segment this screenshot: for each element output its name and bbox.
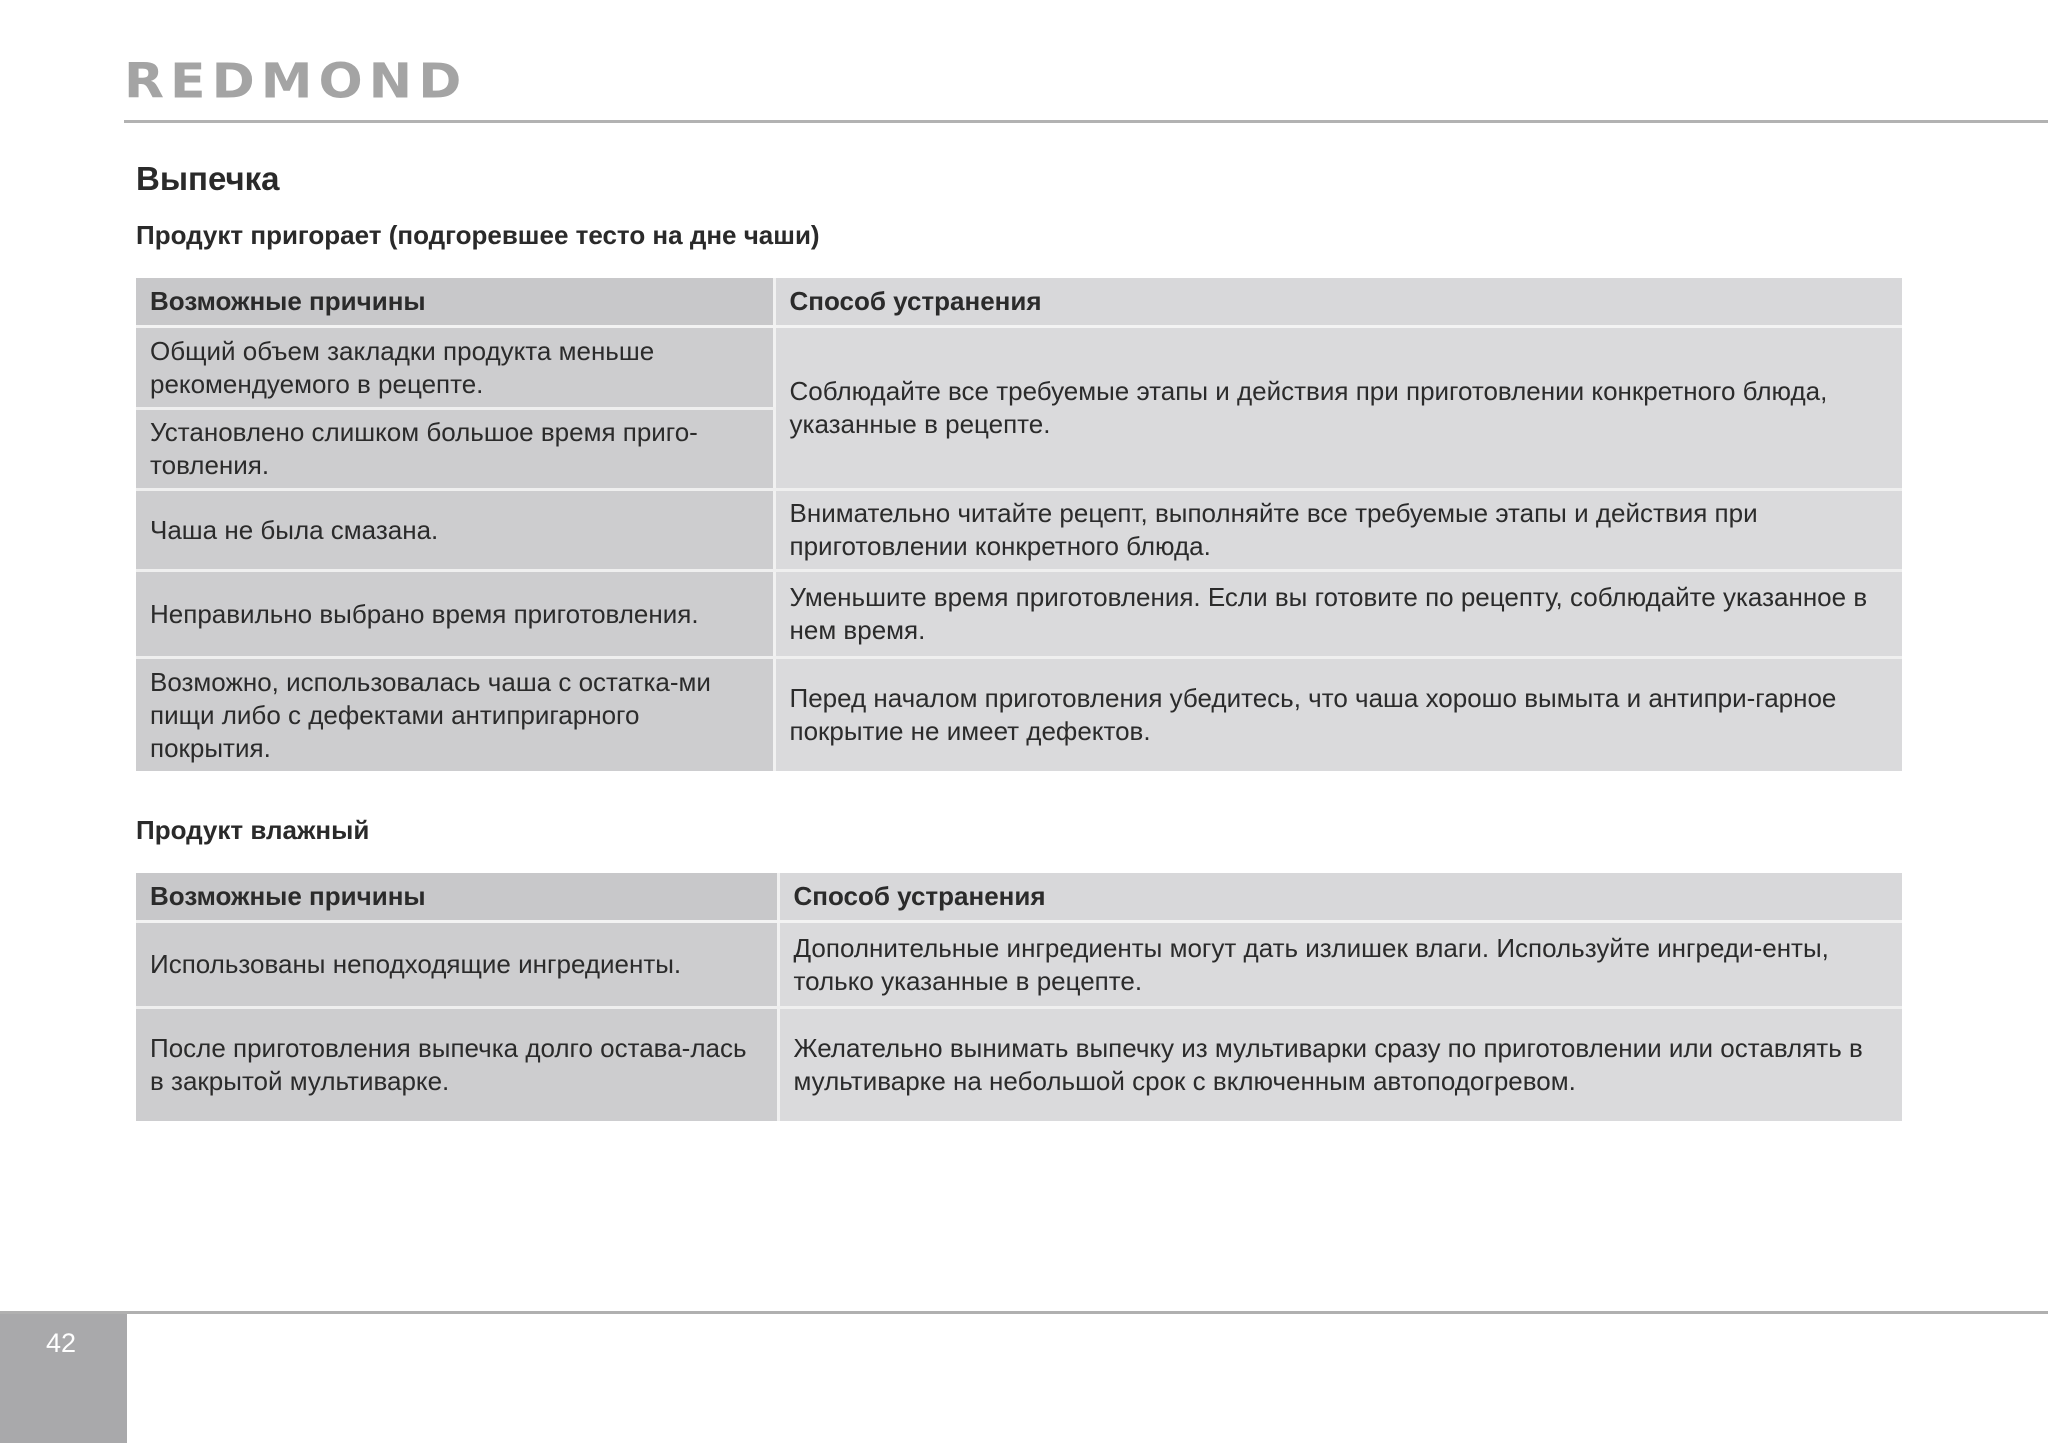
cause-cell: Неправильно выбрано время приготовления. xyxy=(136,571,774,658)
header-solution: Способ устранения xyxy=(778,873,1902,922)
table-row xyxy=(136,922,1902,1008)
table2-title: Продукт влажный xyxy=(136,815,370,845)
header-causes: Возможные причины xyxy=(136,873,778,922)
troubleshooting-table-burning xyxy=(136,278,1902,771)
header-causes: Возможные причины xyxy=(136,278,774,327)
table-row xyxy=(136,1008,1902,1122)
solution-cell: Внимательно читайте рецепт, выполняйте все требуемые этапы и действия при приготовлении конкретного блюда. xyxy=(774,490,1902,571)
cause-cell: Установлено слишком большое время приго-товления. xyxy=(136,409,774,490)
brand-logo: REDMOND xyxy=(124,54,468,110)
solution-cell: Соблюдайте все требуемые этапы и действия при приготовлении конкретного блюда, указанные в рецепте. xyxy=(774,327,1902,490)
solution-cell: Желательно вынимать выпечку из мультиварки сразу по приготовлении или оставлять в мультиварке на небольшой срок с включенным автоподогревом. xyxy=(778,1008,1902,1122)
table-row xyxy=(136,571,1902,658)
solution-cell: Дополнительные ингредиенты могут дать излишек влаги. Используйте ингреди-енты, только указанные в рецепте. xyxy=(778,922,1902,1008)
cause-cell: Общий объем закладки продукта меньше рекомендуемого в рецепте. xyxy=(136,327,774,409)
section-title: Выпечка xyxy=(136,160,280,197)
cause-cell: После приготовления выпечка долго остава-лась в закрытой мультиварке. xyxy=(136,1008,778,1122)
table-row xyxy=(136,490,1902,571)
footer-divider xyxy=(0,1311,2048,1314)
solution-cell: Перед началом приготовления убедитесь, что чаша хорошо вымыта и антипри-гарное покрытие не имеет дефектов. xyxy=(774,658,1902,772)
cause-cell: Использованы неподходящие ингредиенты. xyxy=(136,922,778,1008)
cause-cell: Чаша не была смазана. xyxy=(136,490,774,571)
table-header-row xyxy=(136,278,1902,327)
cause-cell: Возможно, использовалась чаша с остатка-ми пищи либо с дефектами антипригарного покрытия. xyxy=(136,658,774,772)
header-solution: Способ устранения xyxy=(774,278,1902,327)
solution-cell: Уменьшите время приготовления. Если вы готовите по рецепту, соблюдайте указанное в нем время. xyxy=(774,571,1902,658)
page-number: 42 xyxy=(46,1328,77,1358)
table1-title: Продукт пригорает (подгоревшее тесто на дне чаши) xyxy=(136,220,820,250)
header-divider xyxy=(124,120,2048,123)
table-header-row xyxy=(136,873,1902,922)
table-row xyxy=(136,327,1902,409)
troubleshooting-table-moist xyxy=(136,873,1902,1121)
table-row xyxy=(136,658,1902,772)
